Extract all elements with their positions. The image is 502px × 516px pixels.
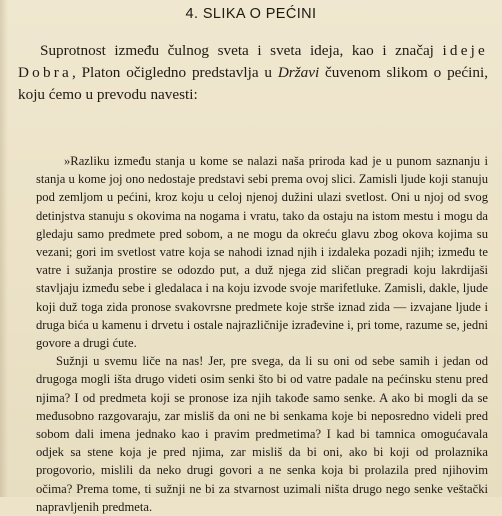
quote-paragraph-2: Sužnji u svemu liče na nas! Jer, pre svega, da li su oni od sebe samih i jedan od drugoga mogli išta drugo videti osim senki što bi od vatre padale na pećinsku stenu pred njima? I od predmeta koji se pronose iza njih takođe samo senke. A ako bi mogli da se međusobno razgovaraju, zar misliš da oni ne bi senkama koje bi neposredno videli pred sobom dali imena jednako kao i pravim predmetima? I kad bi tamnica omogućavala odjek sa stene koja je pred njima, zar misliš da bi oni, ako bi koji od prolaznika progovorio, mislili da neko drugi govori a ne senka koja bi prolazila pred njihovim očima? Prema tome, ti sužnji ne bi za stvarnost uzimali ništa drugo nego senke veštački napravljenih predmeta. <box>36 354 488 514</box>
intro-text-part2: , Platon očigledno predstavlja u <box>71 64 278 81</box>
intro-text-part1: Suprotnost između čulnog sveta i sveta ideja, kao i značaj <box>40 42 443 59</box>
intro-paragraph <box>18 40 488 106</box>
quote-paragraph-1: »Razliku između stanja u kome se nalazi naša priroda kad je u punom saznanju i stanja u kome joj ono nedostaje predstavi sebi prema ovoj slici. Zamisli ljude koji stanuju pod zemljom u pećini, kroz koju u celoj njenoj dužini ulazi svetlost. Oni u njoj od svog detinjstva stanuju s okovima na nogama i vratu, tako da ostaju na istom mestu i mogu da gledaju samo predmete pred sobom, a ne mogu da okreću glavu zbog okova kojima su vezani; gori im svetlost vatre koja se nahodi iznad njih i izdaleka pozadi njih; između te vatre i sužanja prostire se odozdo put, a duž njega zid sličan pregradi koju lakrdijaši stavljaju između sebe i gledalaca i na koju izvode svoje marifetluke. Zamisli, dakle, ljude koji duž toga zida pronose svakovrsne predmete koje strše iznad zida — izvajane ljude i druga bića u kamenu i drvetu i ostale najrazličnije izrađevine i, pri tome, razume se, jedni govore a drugi ćute. <box>36 154 488 351</box>
intro-spaced-term: ideje Dobra <box>18 42 488 81</box>
intro-text-part3: čuvenom slikom o pećini, koju ćemo u prevodu navesti: <box>18 64 488 103</box>
block-quote <box>36 152 488 516</box>
page-gutter-shadow <box>0 0 8 497</box>
chapter-title: 4. SLIKA O PEĆINI <box>185 6 317 22</box>
intro-book-title: Državi <box>277 64 320 81</box>
